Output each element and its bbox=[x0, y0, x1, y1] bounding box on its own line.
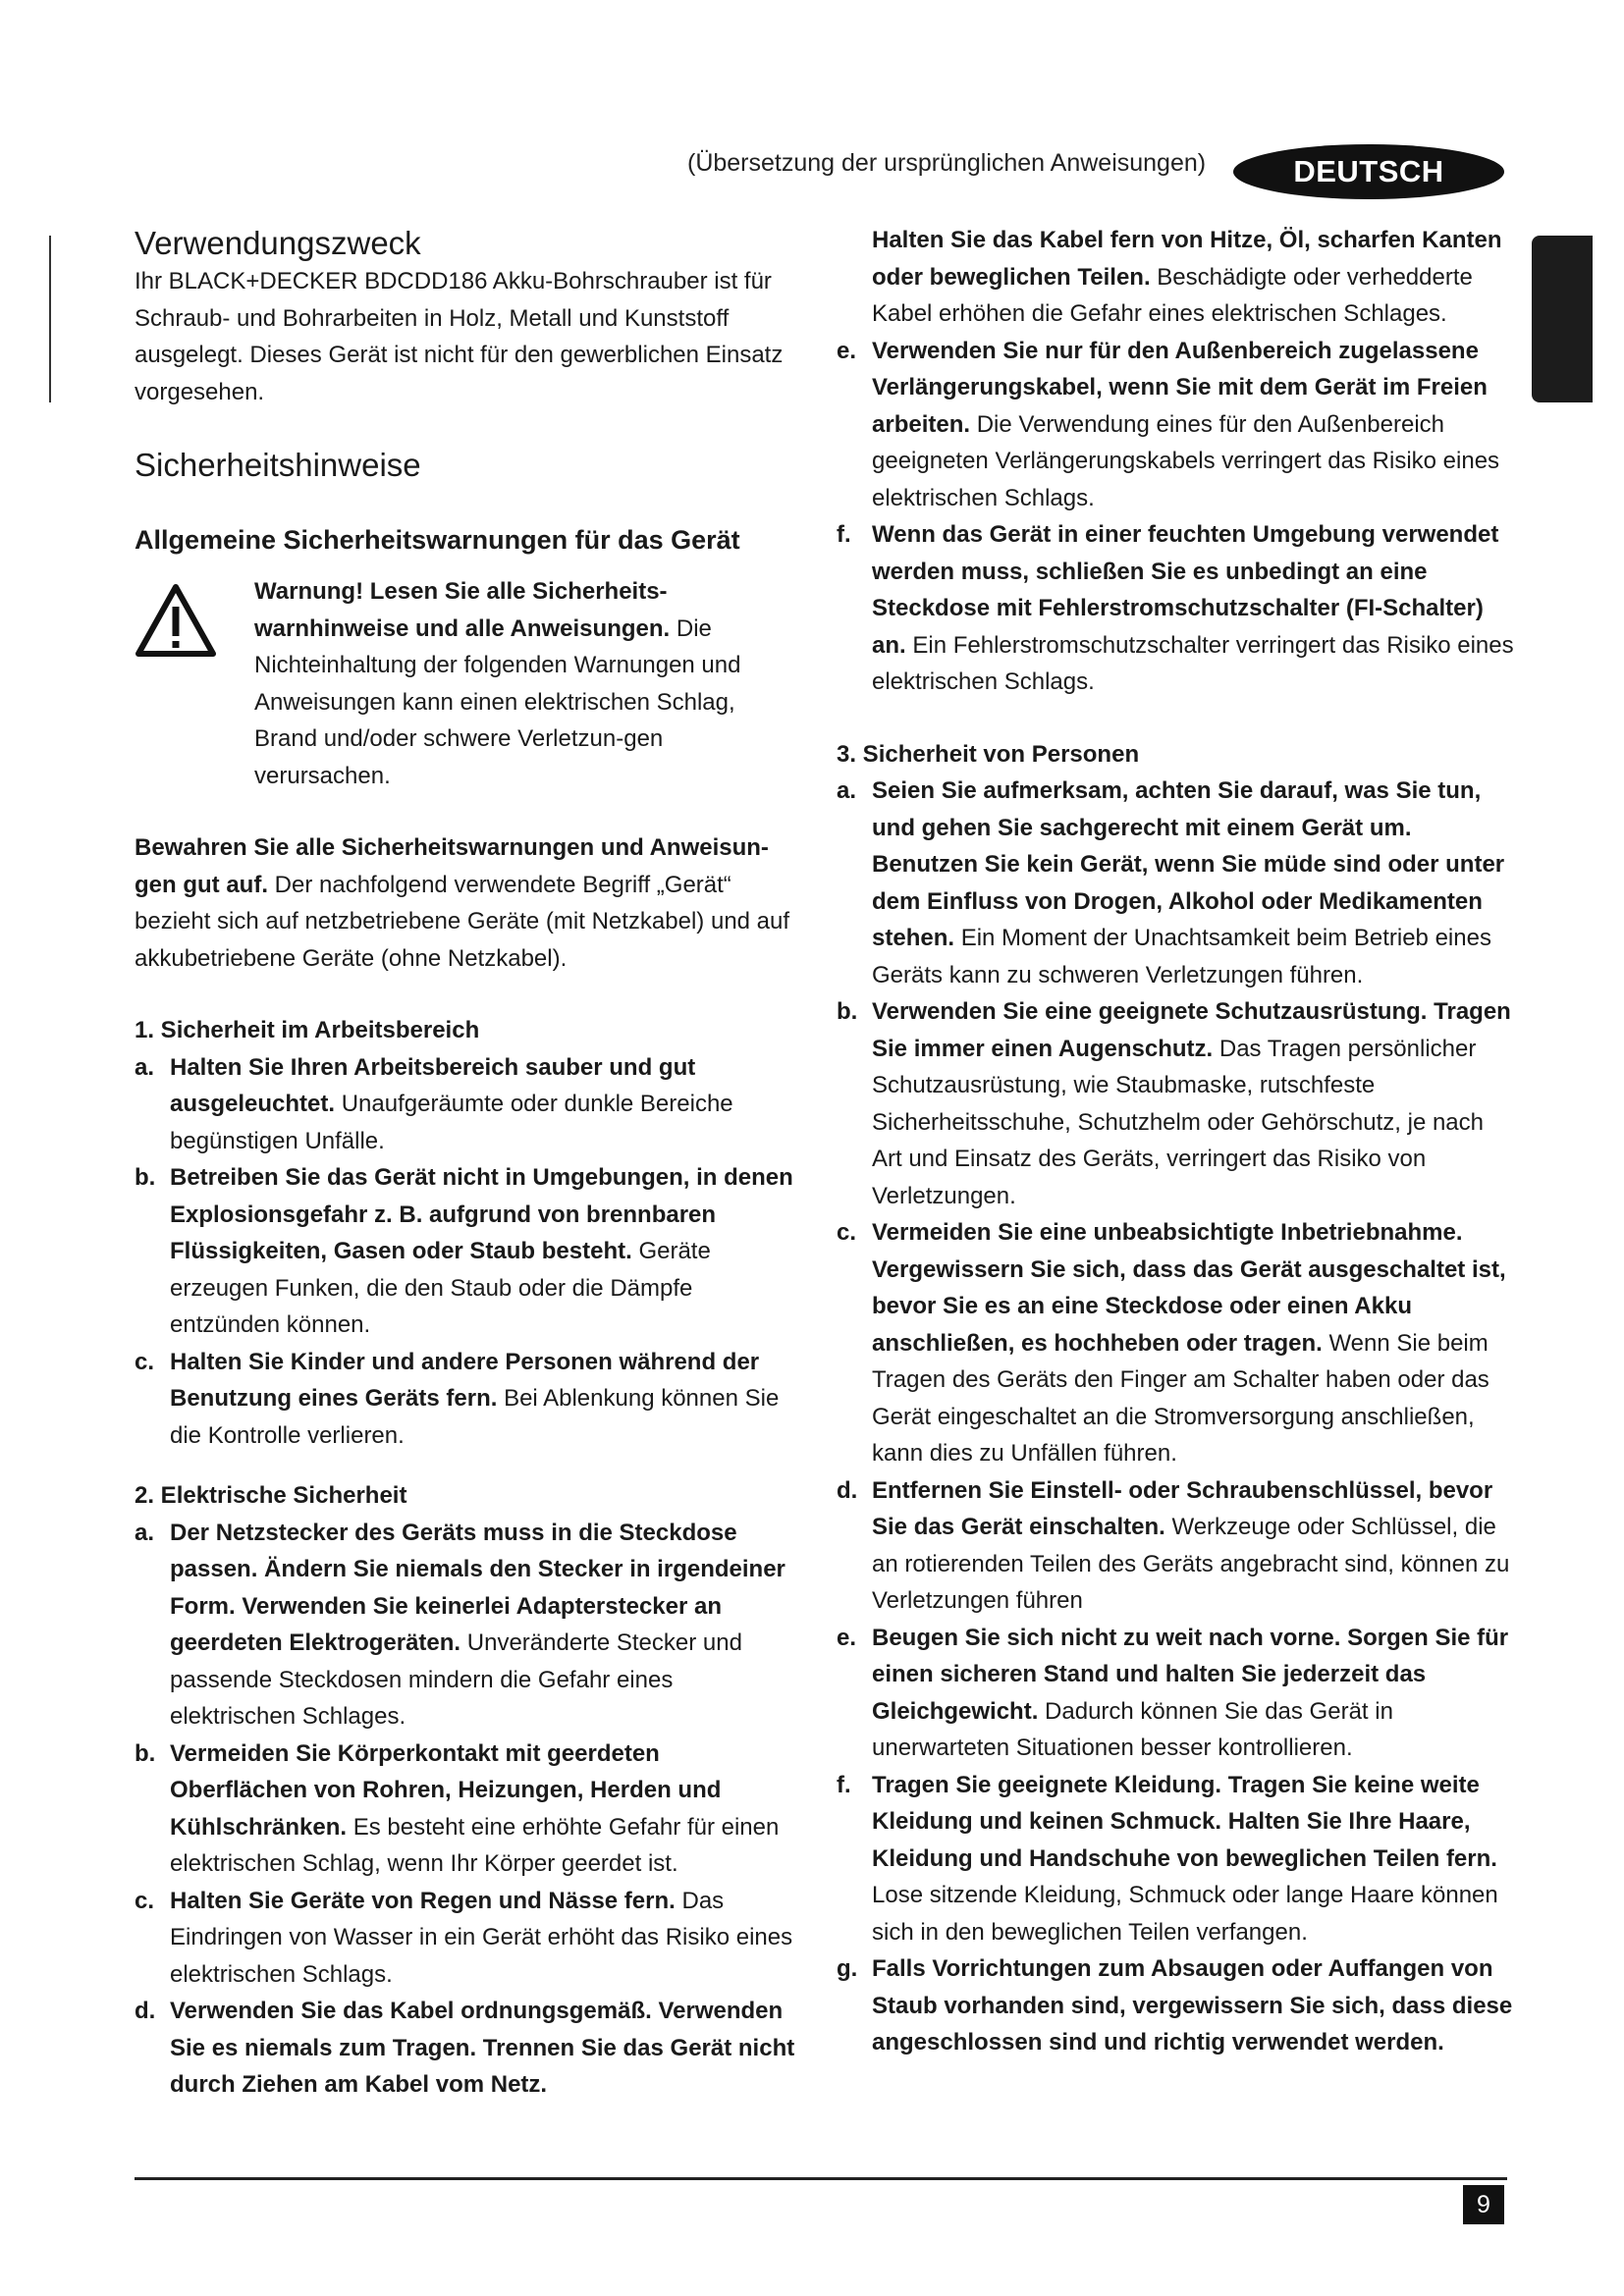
list-item: c. Halten Sie Geräte von Regen und Nässe fern. Das Eindringen von Wasser in ein Gerät erhöht das Risiko eines elektrischen Schlags. bbox=[135, 1887, 793, 1988]
keep-instructions-bold: Bewahren Sie alle Sicherheitswarnungen und Anweisun-gen gut auf. bbox=[135, 834, 769, 898]
section-side-tab bbox=[1532, 236, 1593, 402]
warning-text: Die Nichteinhaltung der folgenden Warnungen und Anweisungen kann einen elektrischen Schlag, Brand und/oder schwere Verletzun-gen verursachen. bbox=[254, 614, 741, 789]
list-item: a. Halten Sie Ihren Arbeitsbereich sauber und gut ausgeleuchtet. Unaufgeräumte oder dunkle Bereiche begünstigen Unfälle. bbox=[135, 1053, 733, 1154]
translation-note: (Übersetzung der ursprünglichen Anweisungen) bbox=[687, 149, 1207, 177]
footer-rule bbox=[135, 2177, 1507, 2180]
safety-heading: Sicherheitshinweise bbox=[135, 447, 421, 483]
list-item: b. Betreiben Sie das Gerät nicht in Umgebungen, in denen Explosionsgefahr z. B. aufgrund von brennbaren Flüssigkeiten, Gasen oder Staub besteht. Geräte erzeugen Funken, die den Staub oder die Dämpfe entzünden können. bbox=[135, 1164, 793, 1338]
list-item: f. Wenn das Gerät in einer feuchten Umgebung verwendet werden muss, schließen Sie es unbedingt an eine Steckdose mit Fehlerstromschutzschalter (FI-Schalter) an. Ein Fehlerstromschutzschalter verringert das Risiko eines elektrischen Schlags. bbox=[837, 521, 1514, 695]
list-item: e. Verwenden Sie nur für den Außenbereich zugelassene Verlängerungskabel, wenn Sie mit dem Gerät im Freien arbeiten. Die Verwendung eines für den Außenbereich geeigneten Verlängerungskabels verringert das Risiko eines elektrischen Schlags. bbox=[837, 337, 1500, 511]
margin-rule bbox=[49, 236, 51, 402]
general-warnings-heading: Allgemeine Sicherheitswarnungen für das Gerät bbox=[135, 525, 740, 555]
list-item: c. Vermeiden Sie eine unbeabsichtigte Inbetriebnahme. Vergewissern Sie sich, dass das Gerät ausgeschaltet ist, bevor Sie es an eine Steckdose oder einen Akku anschließen, es hochheben oder tragen. Wenn Sie beim Tragen des Geräts den Finger am Schalter haben oder das Gerät eingeschaltet an die Stromversorgung anschließen, kann dies zu Unfällen führen. bbox=[837, 1219, 1506, 1467]
page-number: 9 bbox=[1463, 2185, 1504, 2224]
list-item: b. Vermeiden Sie Körperkontakt mit geerdeten Oberflächen von Rohren, Heizungen, Herden und Kühlschränken. Es besteht eine erhöhte Gefahr für einen elektrischen Schlag, wenn Ihr Körper geerdet ist. bbox=[135, 1739, 780, 1877]
list-item: f. Tragen Sie geeignete Kleidung. Tragen Sie keine weite Kleidung und keinen Schmuck. Halten Sie Ihre Haare, Kleidung und Handschuhe von beweglichen Teilen fern. Lose sitzende Kleidung, Schmuck oder lange Haare können sich in den beweglichen Teilen verfangen. bbox=[837, 1771, 1498, 1946]
keep-instructions-text: Der nachfolgend verwendete Begriff „Gerät“ bezieht sich auf netzbetriebene Geräte (mit Netzkabel) und auf akkubetriebene Geräte (ohne Netzkabel). bbox=[135, 871, 790, 972]
right-column bbox=[837, 222, 1514, 2061]
purpose-heading: Verwendungszweck bbox=[135, 225, 421, 261]
list-item: g. Falls Vorrichtungen zum Absaugen oder Auffangen von Staub vorhanden sind, vergewissern Sie sich, dass diese angeschlossen sind und richtig verwendet werden. bbox=[837, 1955, 1513, 2056]
list-item: a. Der Netzstecker des Geräts muss in die Steckdose passen. Ändern Sie niemals den Stecker in irgendeiner Form. Verwenden Sie keinerlei Adapterstecker an geerdeten Elektrogeräten. Unveränderte Stecker und passende Steckdosen mindern die Gefahr eines elektrischen Schlages. bbox=[135, 1519, 785, 1730]
list-item: b. Verwenden Sie eine geeignete Schutzausrüstung. Tragen Sie immer einen Augenschutz. Das Tragen persönlicher Schutzausrüstung, wie Staubmaske, rutschfeste Sicherheitsschuhe, Schutzhelm oder Gehörschutz, je nach Art und Einsatz des Geräts, verringert das Risiko von Verletzungen. bbox=[837, 998, 1511, 1209]
section1-heading: 1. Sicherheit im Arbeitsbereich bbox=[135, 1017, 480, 1043]
language-badge: DEUTSCH bbox=[1233, 144, 1504, 199]
list-item: c. Halten Sie Kinder und andere Personen während der Benutzung eines Geräts fern. Bei Ablenkung können Sie die Kontrolle verlieren. bbox=[135, 1348, 780, 1449]
list-item-continued: Halten Sie das Kabel fern von Hitze, Öl, scharfen Kanten oder beweglichen Teilen. Beschädigte oder verhedderte Kabel erhöhen die Gefahr eines elektrischen Schlages. bbox=[872, 227, 1502, 327]
warning-triangle-icon bbox=[135, 573, 233, 794]
section2-heading: 2. Elektrische Sicherheit bbox=[135, 1482, 407, 1509]
list-item: e. Beugen Sie sich nicht zu weit nach vorne. Sorgen Sie für einen sicheren Stand und halten Sie jederzeit das Gleichgewicht. Dadurch können Sie das Gerät in unerwarteten Situationen besser kontrollieren. bbox=[837, 1624, 1509, 1761]
list-item: d. Verwenden Sie das Kabel ordnungsgemäß. Verwenden Sie es niemals zum Tragen. Trennen Sie das Gerät nicht durch Ziehen am Kabel vom Netz. bbox=[135, 1998, 795, 2098]
warning-bold-text: Warnung! Lesen Sie alle Sicherheits-warnhinweise und alle Anweisungen. bbox=[254, 578, 671, 642]
left-column bbox=[135, 224, 802, 2104]
purpose-text: Ihr BLACK+DECKER BDCDD186 Akku-Bohrschrauber ist für Schraub- und Bohrarbeiten in Holz, Metall und Kunststoff ausgelegt. Dieses Gerät ist nicht für den gewerblichen Einsatz vorgesehen. bbox=[135, 268, 784, 405]
list-item: d. Entfernen Sie Einstell- oder Schraubenschlüssel, bevor Sie das Gerät einschalten. Werkzeuge oder Schlüssel, die an rotierenden Teilen des Geräts angebracht sind, können zu Verletzungen führen bbox=[837, 1476, 1510, 1614]
list-item: a. Seien Sie aufmerksam, achten Sie darauf, was Sie tun, und gehen Sie sachgerecht mit einem Gerät um. Benutzen Sie kein Gerät, wenn Sie müde sind oder unter dem Einfluss von Drogen, Alkohol oder Medikamenten stehen. Ein Moment der Unachtsamkeit beim Betrieb eines Geräts kann zu schweren Verletzungen führen. bbox=[837, 777, 1505, 988]
warning-block bbox=[135, 573, 802, 794]
section3-heading: 3. Sicherheit von Personen bbox=[837, 740, 1140, 768]
